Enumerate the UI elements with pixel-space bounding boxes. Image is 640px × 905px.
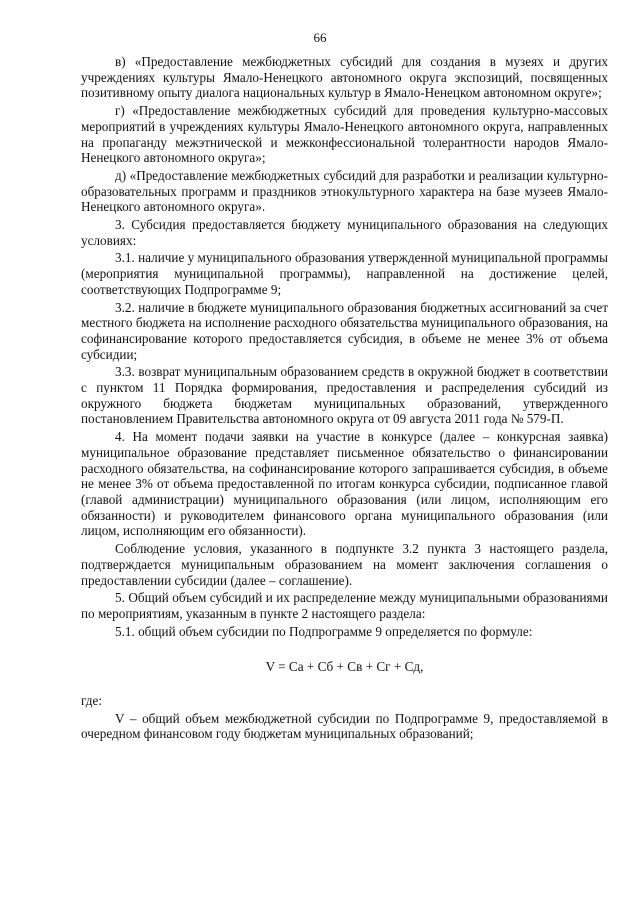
paragraph-5: 5. Общий объем субсидий и их распределение между муниципальными образованиями по мероприятиям, указанным в пункте 2 настоящего раздела: bbox=[81, 590, 608, 621]
paragraph-5-1: 5.1. общий объем субсидии по Подпрограмме 9 определяется по формуле: bbox=[115, 623, 533, 639]
paragraph-subitem-v: в) «Предоставление межбюджетных субсидий для создания в музеях и других учреждениях культуры Ямало-Ненецкого автономного округа экспозиций, посвященных позитивному опыту диалога национальных культур в Ямало-Ненецком автономном округе»; bbox=[81, 54, 608, 101]
paragraph-3-3: 3.3. возврат муниципальным образованием средств в окружной бюджет в соответствии с пунктом 11 Порядка формирования, предоставления и распределения субсидий из окружного бюджета бюджетам муниципальных образований, утвержденного постановлением Правительства автономного округа от 09 августа 2011 года № 579-П. bbox=[81, 364, 608, 427]
paragraph-subitem-g: г) «Предоставление межбюджетных субсидий для проведения культурно-массовых мероприятий в учреждениях культуры Ямало-Ненецкого автономного округа, направленных на пропаганду межэтнической и межконфессиональной толерантности народов Ямало-Ненецкого автономного округа»; bbox=[81, 103, 608, 166]
definition-v: V – общий объем межбюджетной субсидии по Подпрограмме 9, предоставляемой в очередном финансовом году бюджетам муниципальных образований; bbox=[81, 710, 608, 742]
paragraph-4: 4. На момент подачи заявки на участие в конкурсе (далее – конкурсная заявка) муниципальное образование представляет письменное обязательство о финансировании расходного обязательства, на софинансирование которого запрашивается субсидия, в объеме не менее 3% от объема предоставленной по итогам конкурса субсидии, подписанное главой (главой администрации) муниципального образования (или лицом, исполняющим его обязанности) и руководителем финансового органа муниципального образования (или лицом, исполняющим его обязанности). bbox=[81, 429, 608, 539]
paragraph-3-1: 3.1. наличие у муниципального образования утвержденной муниципальной программы (мероприятия муниципальной программы), направленной на достижение целей, соответствующих Подпрограмме 9; bbox=[81, 250, 608, 297]
page-number: 66 bbox=[313, 30, 327, 45]
where-label: где: bbox=[81, 693, 102, 709]
paragraph-condition-compliance: Соблюдение условия, указанного в подпункте 3.2 пункта 3 настоящего раздела, подтверждается муниципальным образованием на момент заключения соглашения о предоставлении субсидии (далее – соглашение). bbox=[81, 541, 608, 588]
paragraph-subitem-d: д) «Предоставление межбюджетных субсидий для разработки и реализации культурно-образовательных программ и праздников этнокультурного характера на базе музеев Ямало-Ненецкого автономного округа». bbox=[81, 167, 608, 215]
paragraph-3-2: 3.2. наличие в бюджете муниципального образования бюджетных ассигнований за счет местного бюджета на исполнение расходного обязательства муниципального образования, на софинансирование которого предоставляется субсидия, в объеме не менее 3% от объема субсидии; bbox=[81, 299, 608, 362]
formula: V = Са + Сб + Св + Сг + Сд, bbox=[265, 659, 424, 675]
document-body bbox=[81, 54, 608, 744]
paragraph-3: 3. Субсидия предоставляется бюджету муниципального образования на следующих условиях: bbox=[81, 217, 608, 248]
